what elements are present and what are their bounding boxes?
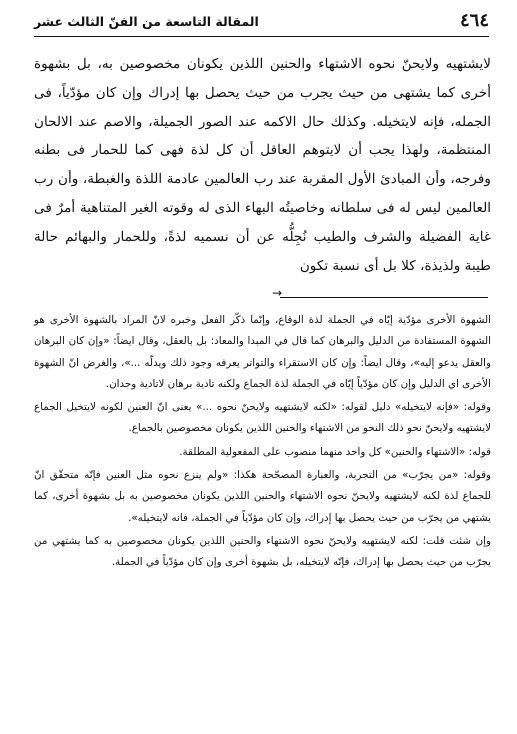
- footnotes: [34, 310, 491, 576]
- footnote-paragraph: الشهوة الأخرى مؤدّية إيّاه في الجملة لذة الوقاع، وإنّما ذكّر الفعل وخبره لانّ المراد بالشهوة الأخرى هو الشهوة المستفادة من الدليل والبرهان كما قال في المبدا والمعاد: بل بالعقل، وقال ايضاً: «وإن كان البرهان والعقل يدعو إليه»، وقال ايضاً: وإن كان الاستقراء والتواتر يعرفه وجود ذلك ويدلّه ...»، والغرض انّ الشهوة الأخرى اي الدليل وإن كان مؤدّياً إيّاه في الجملة لذة الجماع ولكنه تادية برهان لاتادية وجدان.: [34, 314, 491, 390]
- footnote-paragraph: وقوله: «من يجرّب» من التجربة، والعبارة المصحّحة هكذا: «ولم ينزع نحوه مثل العنين فإنّه متحقّق انّ للجماع لذة لكنه لايشتهيه ولايحنّ نحوه الاشتهاء والحنين اللذين يكونان مخصوصين به بل بشهوة أخرى، كما يشتهي من يجرّب من حيث يحصل بها إدراك، وإن كان مؤدّياً في الجملة، فانه لايتخيله».: [34, 469, 491, 524]
- main-paragraph: لايشتهيه ولايحنّ نحوه الاشتهاء والحنين اللذين يكونان مخصوصين به، بل بشهوة أخرى كما يشتهى من حيث يجرب من حيث يحصل بها إدراك وإن كان مؤدّياً، فى الجمله، فإنه لايتخيله. وكذلك حال الاكمه عند الصور الجميلة، والاصم عند الالحان المنتظمة، ولهذا يجب أن لايتوهم العاقل أن كل لذة فهى كما للحمار فى بطنه وفرجه، وأن المبادئ الأول المقربة عند رب العالمين عادمة اللذة والغبطة، وأن رب العالمين ليس له فى سلطانه وخاصيتُه البهاء الذى له وقوته الغير المتناهية أمرٌ فى غاية الفضيلة والشرف والطيب نُجِلُّه عن أن نسميه لذةً، وللحمار والبهائم حالة طيبة ولذيذة، كلا بل أى نسبة تكون: [34, 56, 491, 274]
- footnote-paragraph: وقوله: «فإنه لايتخيله» دليل لقوله: «لكنه لايشتهيه ولايحنّ نحوه ...» يعنى انّ العنين لكونه لايتخيل الجماع لايشتهيه ولايحنّ نحو ذلك النحو من الاشتهاء والحنين اللذين يكونان مخصوصين بالجماع.: [34, 401, 491, 435]
- running-title: المقالة التاسعة من الفنّ الثالث عشر: [34, 14, 259, 29]
- footnote-paragraph: وإن شئت قلت: لكنه لايشتهيه ولايحنّ نحوه الاشتهاء والحنين اللذين يكونان مخصوصين به كما يشتهي من يجرّب من حيث يحصل بها إدراك، فإنّه لايتخيله، بل بشهوة أخرى وإن كان مؤدّياً في الجملة.: [34, 534, 491, 569]
- continuation-arrow-icon: →: [272, 286, 283, 300]
- page-header: [34, 10, 489, 37]
- footnote-paragraph: قوله: «الاشتهاء والحنين» كل واحد منهما منصوب على المفعولية المطلقة.: [179, 445, 491, 458]
- footnote-separator: [280, 297, 488, 298]
- main-text: [34, 50, 491, 280]
- page-number: ٤٦٤: [459, 10, 489, 31]
